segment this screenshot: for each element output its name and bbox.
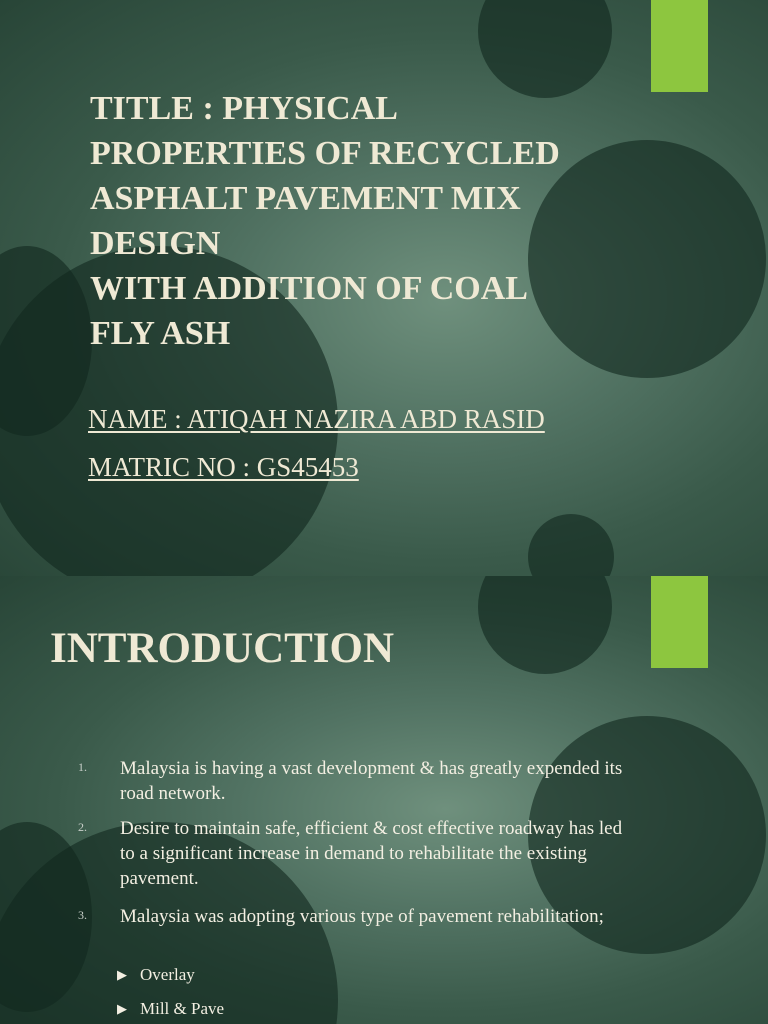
decorative-circle [478, 576, 612, 674]
sub-item-text: Overlay [140, 965, 195, 984]
triangle-right-icon: ▶ [117, 1001, 127, 1016]
list-item-text: Desire to maintain safe, efficient & cost effective roadway has led to a significant increase in demand to rehabilitate the existing pavement. [120, 818, 623, 889]
title-line: DESIGN [90, 225, 221, 262]
title-line: PROPERTIES OF RECYCLED [90, 135, 560, 172]
list-number: 2. [78, 820, 87, 834]
accent-bar [651, 0, 708, 92]
slide-title [90, 86, 650, 356]
decorative-circle [528, 514, 614, 576]
list-item-text: Malaysia is having a vast development & has greatly expended its road network. [120, 758, 623, 804]
title-line: FLY ASH [90, 315, 231, 352]
slide-heading: INTRODUCTION [50, 625, 395, 672]
introduction-slide [0, 576, 768, 1024]
list-number: 3. [78, 908, 87, 922]
author-name-link[interactable]: NAME : ATIQAH NAZIRA ABD RASID [88, 404, 545, 434]
title-line: ASPHALT PAVEMENT MIX [90, 180, 521, 217]
title-line: WITH ADDITION OF COAL [90, 270, 528, 307]
title-line: TITLE : PHYSICAL [90, 90, 398, 127]
matric-number-link[interactable]: MATRIC NO : GS45453 [88, 452, 359, 482]
decorative-circle [478, 0, 612, 98]
accent-bar [651, 576, 708, 668]
sub-item-text: Mill & Pave [140, 999, 225, 1018]
triangle-right-icon: ▶ [117, 967, 127, 982]
list-item-text: Malaysia was adopting various type of pavement rehabilitation; [120, 906, 604, 927]
list-number: 1. [78, 760, 87, 774]
